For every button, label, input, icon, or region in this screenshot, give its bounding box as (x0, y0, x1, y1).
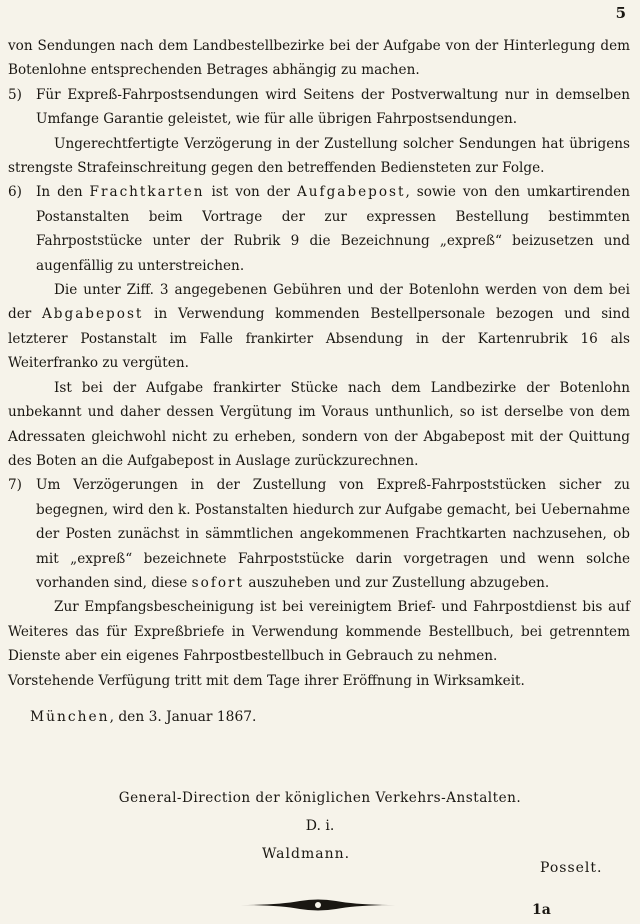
item-6-text (36, 180, 630, 278)
paragraph-6b-a: Die unter Ziff. 3 angegebenen Gebühren und der Botenlohn werden von dem bei der (8, 282, 630, 323)
item-5-text: Für Expreß-Fahrpostsendungen wird Seitens der Postverwaltung nur in demselben Umfange Garantie geleistet, wie für alle übrigen Fahrpostsendungen. (36, 86, 630, 128)
document-body (8, 34, 630, 729)
paragraph-6b-term-abgabepost: Abgabepost (41, 306, 144, 323)
final-statement: Vorstehende Verfügung tritt mit dem Tage ihrer Eröffnung in Wirksamkeit. (8, 672, 525, 689)
item-7-text-c: auszuheben und zur Zustellung abzugeben. (244, 574, 550, 591)
paragraph-5b: Ungerechtfertigte Verzögerung in der Zustellung solcher Sendungen hat übrigens strengste Strafeinschreitung gegen den betreffenden Bediensteten zur Folge. (8, 135, 630, 177)
item-6-term-frachtkarten: Frachtkarten (89, 184, 205, 201)
item-6-term-aufgabepost: Aufgabepost (296, 184, 406, 201)
date-line (8, 705, 630, 729)
item-7-number: 7) (8, 477, 22, 494)
paragraph-6b (8, 278, 630, 376)
item-7-term-sofort: sofort (191, 574, 245, 591)
paragraph-6b-c: in Verwendung kommenden Bestellpersonale bezogen und sind letzterer Postanstalt im Falle frankirter Absendung in der Kartenrubrik 16 als Weiterfranko zu vergüten. (8, 306, 630, 372)
item-6-text-e: , sowie von den umkartirenden Postanstalten beim Vortrage der zur expressen Bestellung bestimmten Fahrpoststücke unter der Rubrik 9 die Bezeichnung „expreß“ beizusetzen und augenfällig zu unterstreichen. (36, 184, 630, 274)
page-number: 5 (615, 4, 626, 22)
item-5-number: 5) (8, 86, 22, 103)
date-rest: , den 3. Januar 1867. (109, 708, 257, 725)
item-5 (8, 83, 630, 132)
paragraph-7b: Zur Empfangsbescheinigung ist bei vereinigtem Brief- und Fahrpostdienst bis auf Weiteres das für Expreßbriefe in Verwendung kommende Bestellbuch, bei getrenntem Dienste aber ein eigenes Fahrpostbestellbuch in Gebrauch zu nehmen. (8, 599, 630, 665)
sheet-mark: 1a (532, 902, 551, 918)
ornament-divider (238, 898, 398, 912)
di-abbreviation: D. i. (305, 818, 335, 834)
item-6 (8, 180, 630, 278)
signature-waldmann: Waldmann. (262, 846, 351, 862)
date-place: München (30, 708, 110, 725)
item-7 (8, 473, 630, 595)
item-6-text-c: ist von der (204, 184, 297, 201)
item-7-text-a: Um Verzögerungen in der Zustellung von Expreß-Fahrpoststücken sicher zu begegnen, wird den k. Postanstalten hiedurch zur Aufgabe gemacht, bei Uebernahme der Posten zunächst in sämmtlichen angekommenen Frachtkarten nachzusehen, ob mit „expreß“ bezeichnete Fahrpoststücke darin vorgetragen und wenn solche vorhanden sind, diese (36, 477, 630, 591)
signature-posselt: Posselt. (540, 860, 603, 876)
paragraph-6c: Ist bei der Aufgabe frankirter Stücke nach dem Landbezirke der Botenlohn unbekannt und daher dessen Vergütung im Voraus unthunlich, so ist derselbe von dem Adressaten gleichwohl nicht zu erheben, sondern von der Abgabepost mit der Quittung des Boten an die Aufgabepost in Auslage zurückzurechnen. (8, 379, 630, 469)
paragraph-continuation: von Sendungen nach dem Landbestellbezirke bei der Aufgabe von der Hinterlegung dem Botenlohne entsprechenden Betrages abhängig zu machen. (8, 38, 630, 79)
item-6-number: 6) (8, 184, 22, 201)
item-7-text (36, 473, 630, 595)
authority-line: General-Direction der königlichen Verkehrs-Anstalten. (118, 790, 522, 806)
item-6-text-a: In den (36, 184, 90, 201)
